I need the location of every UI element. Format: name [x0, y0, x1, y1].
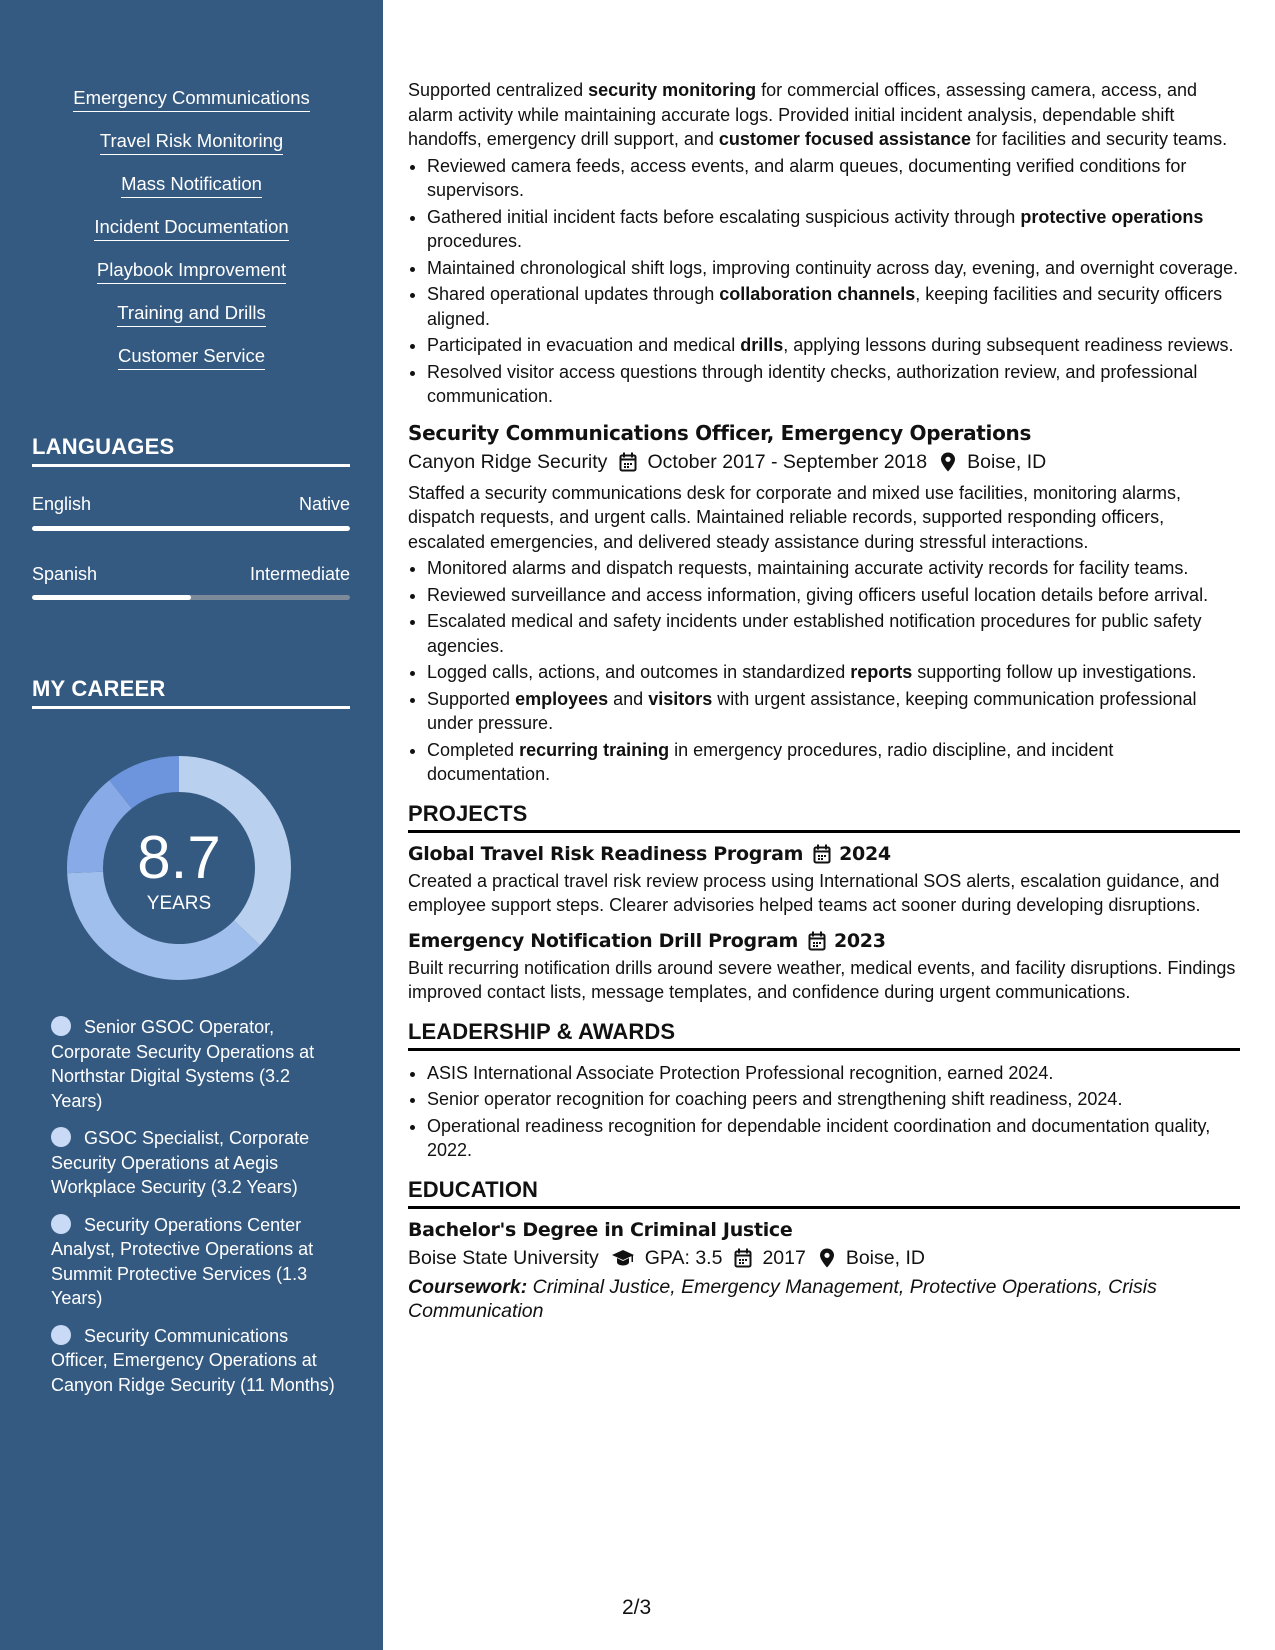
language-row-spanish: [32, 564, 350, 585]
job1-bullets: [408, 154, 1240, 409]
skills-list: [0, 86, 383, 387]
list-item: • Senior operator recognition for coaching peers and strengthening shift readiness, 2024.: [427, 1087, 1240, 1112]
list-item: • Operational readiness recognition for dependable incident coordination and documentation quality, 2022.: [427, 1114, 1240, 1163]
gpa: GPA: 3.5: [644, 1246, 723, 1269]
job2-bullets: [408, 556, 1240, 787]
education-heading: EDUCATION: [408, 1177, 1240, 1209]
list-item: • Participated in evacuation and medical drills, applying lessons during subsequent readiness reviews.: [427, 333, 1240, 358]
job2-location: Boise, ID: [967, 450, 1047, 473]
calendar-icon: [734, 1245, 752, 1271]
calendar-icon: [619, 449, 637, 475]
degree-title: Bachelor's Degree in Criminal Justice: [408, 1218, 793, 1241]
projects-heading: PROJECTS: [408, 801, 1240, 833]
bullet-dot-icon: [51, 1016, 71, 1036]
list-item: • Reviewed camera feeds, access events, and alarm queues, documenting verified conditions for supervisors.: [427, 154, 1240, 203]
location-pin-icon: [818, 1245, 836, 1271]
page-number: 2/3: [622, 1596, 652, 1619]
project-year: 2024: [839, 842, 891, 865]
list-item: • ASIS International Associate Protection Professional recognition, earned 2024.: [427, 1061, 1240, 1086]
skill-item: Playbook Improvement: [97, 258, 286, 284]
education-meta: [408, 1245, 1240, 1271]
language-row-english: [32, 494, 350, 515]
project-description: Created a practical travel risk review process using International SOS alerts, escalation guidance, and employee support steps. Clearer advisories helped teams act sooner during developing disruptions.: [408, 870, 1220, 915]
job2-title: Security Communications Officer, Emergency Operations: [408, 420, 1032, 445]
graduation-cap-icon: [611, 1245, 635, 1271]
project-title-row: [408, 843, 1240, 865]
list-item: • Escalated medical and safety incidents under established notification procedures for public safety agencies.: [427, 609, 1240, 658]
skill-item: Incident Documentation: [94, 215, 288, 241]
career-heading: MY CAREER: [32, 676, 350, 709]
coursework-label: Coursework:: [408, 1275, 528, 1298]
job2-company: Canyon Ridge Security: [408, 450, 608, 473]
project-title: Emergency Notification Drill Program: [408, 929, 798, 952]
language-bar-english: [32, 526, 350, 531]
career-item: Security Communications Officer, Emergency Operations at Canyon Ridge Security (11 Months): [51, 1325, 335, 1395]
bullet-dot-icon: [51, 1127, 71, 1147]
list-item: • Monitored alarms and dispatch requests, maintaining accurate activity records for facility teams.: [427, 556, 1240, 581]
coursework: [408, 1275, 1240, 1324]
career-item: Security Operations Center Analyst, Protective Operations at Summit Protective Services (1.3 Years): [51, 1214, 314, 1308]
skill-item: Emergency Communications: [73, 86, 309, 112]
list-item: • Completed recurring training in emergency procedures, radio discipline, and incident documentation.: [427, 738, 1240, 787]
career-donut-chart: [66, 755, 292, 981]
awards-list: [408, 1061, 1240, 1163]
calendar-icon: [808, 930, 826, 952]
education-location: Boise, ID: [845, 1246, 925, 1269]
career-item: Senior GSOC Operator, Corporate Security Operations at Northstar Digital Systems (3.2 Years): [51, 1017, 315, 1111]
skill-item: Travel Risk Monitoring: [100, 129, 283, 155]
project-title: Global Travel Risk Readiness Program: [408, 842, 804, 865]
language-bar-fill: [32, 595, 191, 600]
language-level: Native: [298, 494, 350, 514]
list-item: • Logged calls, actions, and outcomes in standardized reports supporting follow up investigations.: [427, 660, 1240, 685]
language-name: Spanish: [32, 564, 98, 584]
job1-summary: Supported centralized security monitoring for commercial offices, assessing camera, access, and alarm activity while maintaining accurate logs. Provided initial incident analysis, dependable shift handoffs, emergency drill support, and customer focused assistance for facilities and security teams.: [408, 80, 1228, 149]
career-unit: YEARS: [146, 893, 212, 914]
language-level: Intermediate: [249, 564, 350, 584]
skill-item: Training and Drills: [117, 301, 265, 327]
coursework-list: Criminal Justice, Emergency Management, Protective Operations, Crisis Communication: [408, 1275, 1157, 1322]
language-name: English: [32, 494, 92, 514]
location-pin-icon: [939, 449, 957, 475]
career-list: [51, 1015, 341, 1410]
skill-item: Mass Notification: [121, 172, 262, 198]
bullet-dot-icon: [51, 1214, 71, 1234]
language-bar-fill: [32, 526, 350, 531]
awards-heading: LEADERSHIP & AWARDS: [408, 1019, 1240, 1051]
main-content: [408, 78, 1240, 1324]
list-item: • Resolved visitor access questions through identity checks, authorization review, and professional communication.: [427, 360, 1240, 409]
list-item: • Reviewed surveillance and access information, giving officers useful location details before arrival.: [427, 583, 1240, 608]
skill-item: Customer Service: [118, 344, 265, 370]
job2-summary: Staffed a security communications desk for corporate and mixed use facilities, monitoring alarms, dispatch requests, and urgent calls. Maintained reliable records, supported responding officers, escalated emergencies, and delivered steady assistance during stressful interactions.: [408, 482, 1182, 552]
list-item: • Supported employees and visitors with urgent assistance, keeping communication professional under pressure.: [427, 687, 1240, 736]
language-bar-spanish: [32, 595, 350, 600]
career-total: 8.7: [137, 824, 221, 891]
list-item: • Shared operational updates through collaboration channels, keeping facilities and security officers aligned.: [427, 282, 1240, 331]
job2-dates: October 2017 - September 2018: [647, 450, 928, 473]
sidebar: [0, 0, 383, 1650]
bullet-dot-icon: [51, 1325, 71, 1345]
school-name: Boise State University: [408, 1246, 599, 1269]
project-title-row: [408, 930, 1240, 952]
calendar-icon: [813, 843, 831, 865]
list-item: • Gathered initial incident facts before escalating suspicious activity through protective operations procedures.: [427, 205, 1240, 254]
career-item: GSOC Specialist, Corporate Security Operations at Aegis Workplace Security (3.2 Years): [51, 1128, 310, 1197]
languages-heading: LANGUAGES: [32, 434, 350, 467]
project-year: 2023: [833, 929, 886, 952]
list-item: • Maintained chronological shift logs, improving continuity across day, evening, and overnight coverage.: [427, 256, 1240, 281]
project-description: Built recurring notification drills around severe weather, medical events, and facility disruptions. Findings improved contact lists, message templates, and confidence during urgent communications.: [408, 957, 1236, 1002]
graduation-year: 2017: [762, 1246, 806, 1269]
job2-meta: [408, 449, 1240, 475]
